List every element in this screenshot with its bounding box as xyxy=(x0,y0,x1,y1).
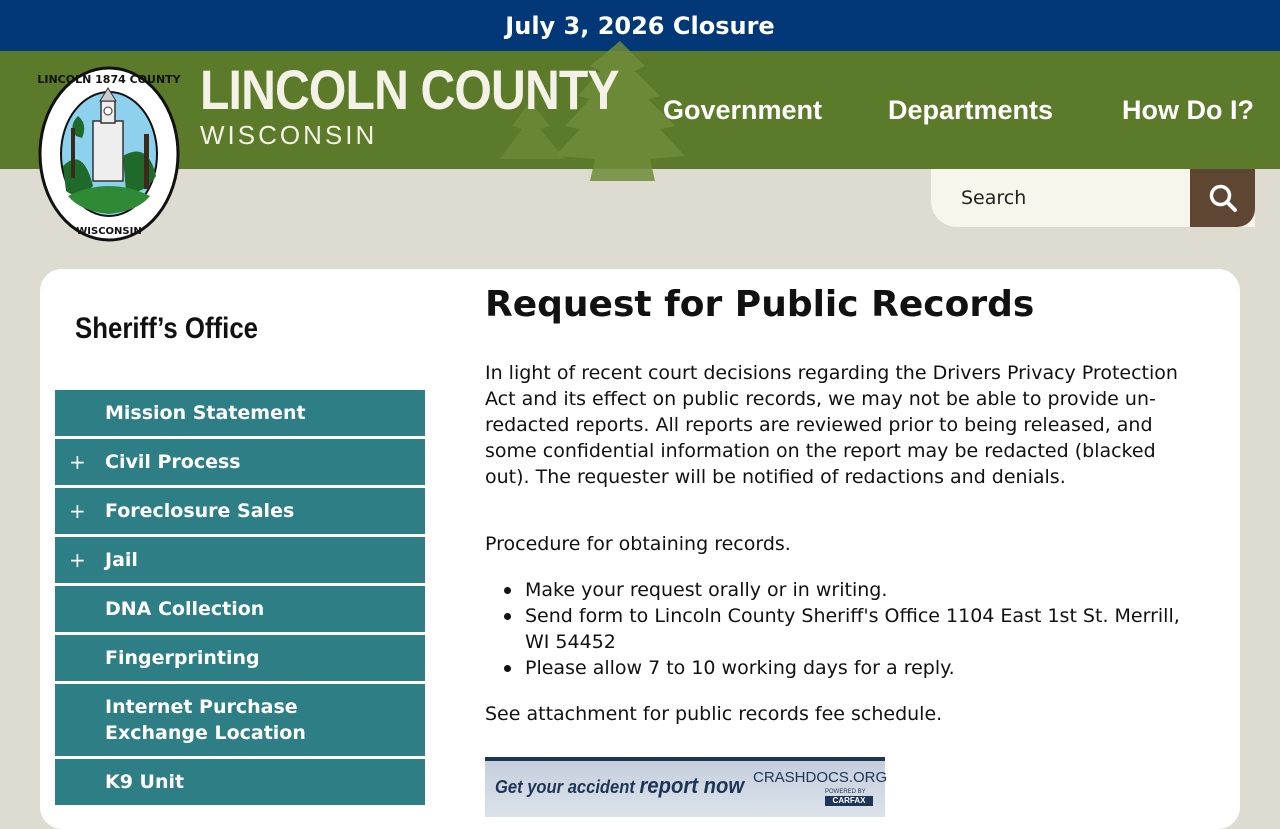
carfax-logo: CARFAX xyxy=(825,796,873,806)
sidebar-menu xyxy=(55,390,425,808)
state-name: WISCONSIN xyxy=(200,120,378,150)
list-item: Make your request orally or in writing. xyxy=(525,577,1185,603)
banner-lead: Get your accident xyxy=(495,777,635,797)
intro-paragraph: In light of recent court decisions regarding the Drivers Privacy Protection Act and its effect on public records, we may not be able to provide un-redacted reports. All reports are reviewed prior to being released, and some confidential information on the report may be redacted (blacked out). The requester will be notified of redactions and denials. xyxy=(485,362,1178,488)
fee-note: See attachment for public records fee schedule. xyxy=(485,703,943,725)
page-title: Request for Public Records xyxy=(485,284,1035,325)
nav-how-do-i[interactable]: How Do I? xyxy=(1122,95,1254,125)
sidebar-item-jail[interactable] xyxy=(55,537,425,583)
seal-bottom-text: WISCONSIN xyxy=(76,226,142,237)
procedure-heading: Procedure for obtaining records. xyxy=(485,533,791,555)
expand-icon[interactable]: + xyxy=(69,450,86,474)
sidebar-item-k9-unit[interactable] xyxy=(55,759,425,805)
county-name[interactable]: LINCOLN COUNTY xyxy=(200,58,619,121)
sidebar-item-label: Internet Purchase Exchange Location xyxy=(105,696,306,744)
sidebar-item-label: Foreclosure Sales xyxy=(105,500,295,522)
sidebar-item-label: Civil Process xyxy=(105,451,241,473)
procedure-list xyxy=(525,577,1185,681)
expand-icon[interactable]: + xyxy=(69,548,86,572)
sidebar-item-mission-statement[interactable] xyxy=(55,390,425,436)
sidebar-item-label: Mission Statement xyxy=(105,402,306,424)
nav-government[interactable]: Government xyxy=(663,95,823,125)
nav-departments[interactable]: Departments xyxy=(888,95,1054,125)
search-box xyxy=(931,169,1255,227)
county-seal-icon[interactable] xyxy=(38,66,180,242)
seal-top-text: LINCOLN 1874 COUNTY xyxy=(37,73,181,86)
sidebar-title[interactable]: Sheriff’s Office xyxy=(75,312,259,345)
sidebar-item-dna-collection[interactable] xyxy=(55,586,425,632)
sidebar-item-foreclosure-sales[interactable] xyxy=(55,488,425,534)
sidebar-item-label: DNA Collection xyxy=(105,598,265,620)
sidebar-item-label: Jail xyxy=(105,549,138,571)
banner-powered: POWERED BY xyxy=(825,789,866,795)
header-band xyxy=(0,51,1280,169)
alert-link[interactable]: July 3, 2026 Closure xyxy=(505,11,775,40)
banner-brand: CRASHDOCS.ORG xyxy=(753,769,888,786)
list-item: Send form to Lincoln County Sheriff's Office 1104 East 1st St. Merrill, WI 54452 xyxy=(525,603,1185,655)
sidebar-item-fingerprinting[interactable] xyxy=(55,635,425,681)
banner-headline xyxy=(495,773,744,799)
expand-icon[interactable]: + xyxy=(69,499,86,523)
sidebar-item-label: Fingerprinting xyxy=(105,647,260,669)
sidebar-item-internet-purchase-exchange[interactable] xyxy=(55,684,425,756)
banner-emph: report now xyxy=(639,773,745,798)
crashdocs-banner[interactable] xyxy=(485,757,888,817)
list-item: Please allow 7 to 10 working days for a reply. xyxy=(525,655,1185,681)
search-input[interactable] xyxy=(961,179,1191,217)
search-icon xyxy=(1208,183,1238,213)
sidebar-item-civil-process[interactable] xyxy=(55,439,425,485)
sidebar-item-label: K9 Unit xyxy=(105,771,185,793)
search-button[interactable] xyxy=(1190,169,1255,227)
